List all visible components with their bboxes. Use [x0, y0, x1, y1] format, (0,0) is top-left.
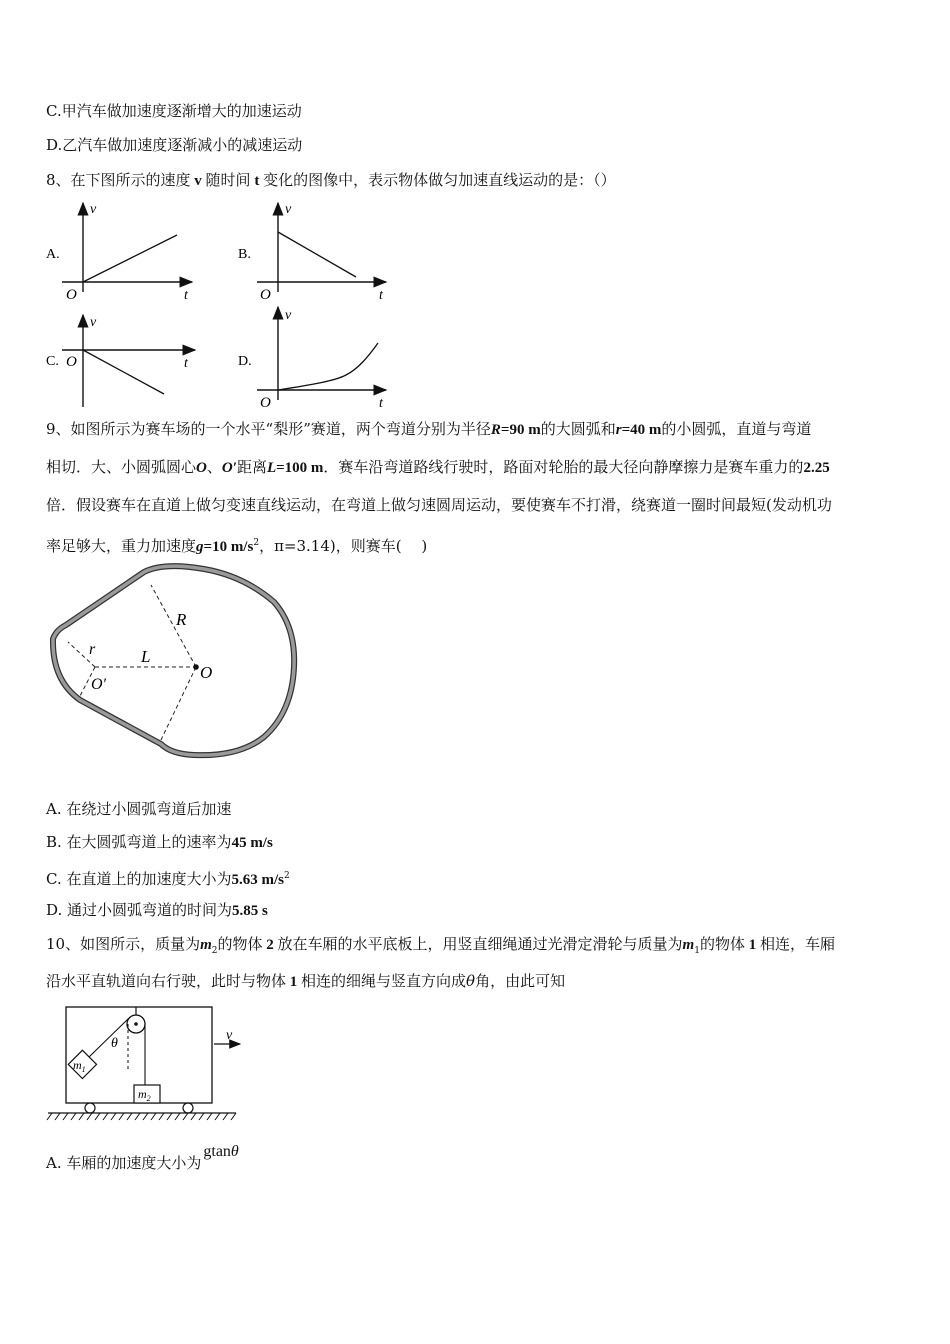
q7-option-d [46, 134, 302, 156]
q10-option-a-gtan: gtan [203, 1143, 231, 1160]
q9-superscript: 2 [253, 538, 260, 548]
q10-number-1: 1 [744, 937, 760, 953]
graph-b-t-label: t [379, 288, 383, 303]
q10-subscript-1: 1 [694, 946, 700, 956]
q10-symbol-m: m [200, 937, 212, 953]
q9-text: ．赛车沿弯道路线行驶时，路面对轮胎的最大径向静摩擦力是赛车重力的 [323, 458, 804, 476]
q9-stem-line3 [46, 494, 832, 516]
q9-symbol-O2: O′ [221, 460, 237, 476]
q10-text: 相连的细绳与竖直方向成 [301, 972, 467, 990]
wheel-right [183, 1103, 193, 1113]
q9-symbol-O: O [196, 460, 207, 476]
q10-text: 沿水平直轨道向右行驶，此时与物体 [46, 972, 287, 990]
q8-stem-part: 变化的图像中，表示物体做匀加速直线运动的是：（） [263, 171, 616, 189]
q7-option-d-text: D.乙汽车做加速度逐渐减小的减速运动 [46, 136, 303, 154]
q9-stem-line1 [46, 418, 811, 441]
q9-symbol-g: g [196, 539, 204, 555]
q9-symbol-R: R [490, 422, 501, 438]
label-L: L [141, 647, 151, 666]
q9-text: 9、如图所示为赛车场的一个水平“梨形”赛道，两个弯道分别为半径 [46, 420, 491, 438]
q10-stem-line2 [46, 970, 565, 993]
graph-b-v-label: v [285, 202, 292, 217]
graph-a-origin: O [66, 287, 77, 303]
rope-inclined [89, 1018, 129, 1057]
q10-text: 的物体 [217, 935, 263, 953]
graph-c-label: C. [46, 354, 59, 369]
q9-option-d [46, 899, 268, 922]
graph-d-v-label: v [285, 308, 292, 323]
q9-option-b-value: 45 m/s [231, 835, 273, 851]
wheel-left [85, 1103, 95, 1113]
q9-value: =100 m [276, 460, 324, 476]
q10-symbol-m: m [682, 937, 695, 953]
q8-stem-v: v [190, 173, 206, 189]
q9-stem-line4 [46, 532, 427, 558]
q8-stem-part: 随时间 [205, 171, 251, 189]
q8-stem [46, 169, 616, 192]
q10-text: 角，由此可知 [475, 972, 566, 990]
q9-track-figure [44, 562, 304, 762]
q10-option-a-theta: θ [230, 1143, 239, 1160]
ground-hatching [47, 1113, 236, 1120]
graph-b [238, 202, 386, 303]
q9-text: 相切．大、小圆弧圆心 [46, 458, 197, 476]
q10-number-1: 1 [286, 974, 302, 990]
q9-option-d-value: 5.85 s [232, 903, 268, 919]
pulley-axle [134, 1022, 138, 1026]
q10-text: 10、如图所示，质量为 [46, 935, 201, 953]
q9-symbol-L: L [266, 460, 277, 476]
q9-option-d-text: D. 通过小圆弧弯道的时间为 [46, 901, 233, 919]
label-m2-sub: 2 [146, 1094, 151, 1103]
q10-option-a [46, 1143, 239, 1175]
q9-text: ，π=3.14)，则赛车( ) [259, 537, 428, 555]
label-m1-m: m [73, 1058, 82, 1072]
q9-text: 、 [206, 458, 222, 476]
q9-option-c-superscript: 2 [283, 871, 290, 881]
q7-option-c [46, 100, 302, 122]
graph-a-v-label: v [90, 202, 97, 217]
graph-a-t-label: t [184, 288, 188, 303]
graph-a-line [83, 235, 177, 282]
radius-R-lower [160, 667, 196, 742]
q10-option-a-expression [203, 1143, 238, 1160]
q9-text: 的大圆弧和 [540, 420, 616, 438]
graph-c [46, 315, 195, 407]
q10-text: 相连，车厢 [759, 935, 835, 953]
q10-text: 的物体 [699, 935, 745, 953]
q9-option-c-value: 5.63 m/s [231, 872, 284, 888]
q10-subscript-2: 2 [211, 946, 218, 956]
graph-d-label: D. [238, 354, 252, 369]
graph-c-origin: O [66, 354, 77, 370]
track-surface [53, 566, 294, 755]
q10-option-a-text: A. 车厢的加速度大小为 [46, 1154, 202, 1172]
q8-stem-t: t [250, 173, 264, 189]
center-O-dot [193, 664, 199, 670]
q9-text: 的小圆弧，直道与弯道 [661, 420, 812, 438]
graph-b-line [278, 232, 356, 277]
q9-value: =90 m [500, 422, 541, 438]
label-theta: θ [111, 1036, 118, 1051]
q9-text: 距离 [236, 458, 267, 476]
graph-c-line [83, 350, 164, 394]
q9-option-c-text: C. 在直道上的加速度大小为 [46, 870, 232, 888]
graph-c-t-label: t [184, 356, 188, 371]
label-O: O [200, 663, 213, 682]
graph-d-curve [278, 343, 378, 390]
q10-number-2: 2 [262, 937, 278, 953]
q9-option-b [46, 831, 273, 854]
q9-text: 率足够大，重力加速度 [46, 537, 197, 555]
q10-text: 放在车厢的水平底板上，用竖直细绳通过光滑定滑轮与质量为 [277, 935, 683, 953]
q9-option-a-text: A. 在绕过小圆弧弯道后加速 [46, 800, 232, 818]
track-outer [53, 566, 294, 755]
q9-text: 倍．假设赛车在直道上做匀变速直线运动，在弯道上做匀速圆周运动，要使赛车不打滑，绕赛道一圈时间最短(发动机功 [46, 496, 832, 514]
q9-value: =40 m [621, 422, 662, 438]
q10-carriage-figure [44, 1002, 254, 1127]
q9-value: 2.25 [803, 460, 830, 476]
label-r: r [89, 641, 96, 658]
q8-stem-part: 8、在下图所示的速度 [46, 171, 191, 189]
graph-c-v-label: v [90, 315, 97, 330]
q9-option-b-text: B. 在大圆弧弯道上的速率为 [46, 833, 232, 851]
q9-option-c [46, 865, 290, 891]
label-m1-sub: 1 [81, 1065, 86, 1074]
graph-b-origin: O [260, 287, 271, 303]
q10-stem-line1 [46, 933, 835, 962]
q9-value: =10 m/s [203, 539, 254, 555]
graph-a-label: A. [46, 247, 60, 262]
q8-graphs-figure [40, 195, 400, 415]
label-O-prime: O′ [91, 676, 107, 693]
graph-a [46, 202, 192, 303]
q7-option-c-text: C.甲汽车做加速度逐渐增大的加速运动 [46, 102, 302, 120]
label-m2-m: m [138, 1087, 147, 1101]
graph-d-t-label: t [379, 396, 383, 411]
label-R: R [176, 610, 187, 629]
q9-option-a [46, 798, 231, 820]
graph-d [238, 307, 386, 411]
radius-R-upper [151, 585, 196, 667]
graph-b-label: B. [238, 247, 251, 262]
q10-symbol-theta: θ [466, 972, 476, 990]
label-v: v [226, 1028, 233, 1043]
graph-d-origin: O [260, 395, 271, 411]
q9-stem-line2 [46, 456, 830, 479]
q9-symbol-r: r [615, 422, 622, 438]
